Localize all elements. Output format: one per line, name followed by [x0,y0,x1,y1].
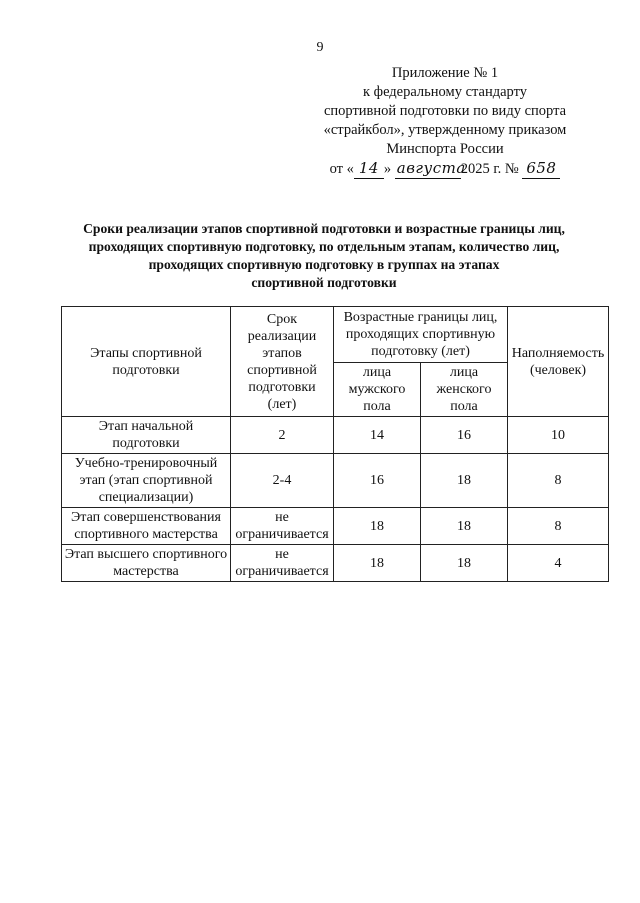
order-number: 658 [522,159,560,179]
order-date-line [280,159,610,179]
cell-occupancy: 10 [508,417,609,454]
date-mid: » [383,161,392,177]
cell-duration: 2-4 [231,454,334,508]
appendix-title: Приложение № 1 [391,65,499,81]
cell-male: 18 [334,508,421,545]
cell-stage: Учебно-тренировочный этап (этап спортивной специализации) [62,454,231,508]
cell-stage: Этап высшего спортивного мастерства [62,545,231,582]
document-title [40,220,608,292]
page-number: 9 [316,40,324,55]
cell-female: 18 [421,508,508,545]
cell-occupancy: 8 [508,508,609,545]
cell-female: 18 [421,545,508,582]
appendix-line: спортивной подготовки по виду спорта [323,103,567,119]
header-female: лица женского пола [421,363,508,417]
cell-male: 16 [334,454,421,508]
date-prefix: от « [329,161,354,177]
appendix-line: «страйкбол», утвержденному приказом [323,122,567,138]
cell-stage: Этап совершенствования спортивного мастерства [62,508,231,545]
stages-table [61,306,609,582]
appendix-line: Минспорта России [386,141,504,157]
cell-occupancy: 4 [508,545,609,582]
header-stages: Этапы спортивной подготовки [62,307,231,417]
cell-female: 16 [421,417,508,454]
cell-duration: не ограничивается [231,508,334,545]
title-line: проходящих спортивную подготовку в группах на этапах [148,257,500,272]
table-row [62,454,609,508]
header-age-limits: Возрастные границы лиц, проходящих спортивную подготовку (лет) [334,307,508,363]
cell-male: 18 [334,545,421,582]
cell-duration: 2 [231,417,334,454]
cell-duration: не ограничивается [231,545,334,582]
appendix-block [280,64,610,179]
header-male: лица мужского пола [334,363,421,417]
date-year: 2025 г. № [460,161,519,177]
cell-occupancy: 8 [508,454,609,508]
title-line: Сроки реализации этапов спортивной подготовки и возрастные границы лиц, [83,221,565,236]
title-line: спортивной подготовки [251,275,397,290]
table-row [62,545,609,582]
table-row [62,417,609,454]
cell-stage: Этап начальной подготовки [62,417,231,454]
header-occupancy: Наполняемость (человек) [508,307,609,417]
title-line: проходящих спортивную подготовку, по отдельным этапам, количество лиц, [88,239,560,254]
cell-male: 14 [334,417,421,454]
appendix-line: к федеральному стандарту [363,84,527,100]
header-duration: Срок реализации этапов спортивной подготовки (лет) [231,307,334,417]
date-day: 14 [354,159,384,179]
table-row [62,508,609,545]
cell-female: 18 [421,454,508,508]
date-month: августа [396,159,466,177]
